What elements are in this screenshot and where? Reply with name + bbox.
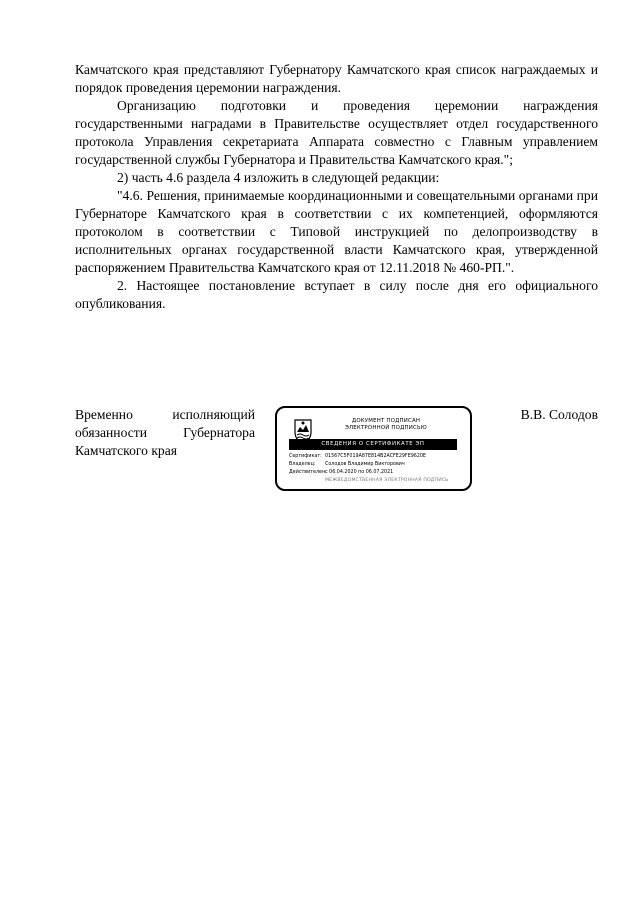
stamp-row-label: Владелец:	[289, 461, 316, 467]
stamp-row-value: с 06.04.2020 по 06.07.2021	[325, 469, 394, 475]
paragraph: Организацию подготовки и проведения церемонии награждения государственными наградами в Правительстве осуществляет отдел государственного протокола Управления секретариата Аппарата совместно с Главным управлением государственной службы Губернатора и Правительства Камчатского края.";	[75, 98, 598, 167]
paragraph: "4.6. Решения, принимаемые координационными и совещательными органами при Губернаторе Камчатского края в соответствии с их компетенцией, оформляются протоколом в соответствии с Типовой инструкцией по делопроизводству в исполнительных органах государственной власти Камчатского края, утвержденной распоряжением Правительства Камчатского края от 12.11.2018 № 460-РП.".	[75, 188, 598, 275]
stamp-row-label: Действителен:	[289, 469, 327, 475]
stamp-row-value: Солодов Владимир Викторович	[325, 461, 405, 467]
stamp-header-line: ЭЛЕКТРОННОЙ ПОДПИСЬЮ	[345, 425, 427, 431]
signer-position-word: исполняющий	[172, 407, 255, 422]
stamp-row-label: Сертификат:	[289, 454, 322, 459]
signer-name: В.В. Солодов	[520, 407, 598, 422]
signer-position-line	[75, 424, 255, 442]
stamp-footer: МЕЖВЕДОМСТВЕННАЯ ЭЛЕКТРОННАЯ ПОДПИСЬ	[325, 478, 449, 483]
stamp-certificate-bar: СВЕДЕНИЯ О СЕРТИФИКАТЕ ЭП	[289, 439, 457, 450]
stamp-row	[289, 461, 459, 469]
stamp-header-line: ДОКУМЕНТ ПОДПИСАН	[351, 418, 421, 424]
electronic-signature-stamp	[275, 406, 472, 491]
stamp-row	[289, 469, 459, 477]
document-body	[75, 61, 598, 313]
signer-position-line	[75, 406, 255, 424]
signer-position-line: Камчатского края	[75, 443, 178, 458]
stamp-row	[289, 453, 459, 461]
paragraph: 2) часть 4.6 раздела 4 изложить в следующей редакции:	[117, 170, 440, 185]
stamp-header	[321, 418, 451, 432]
signer-position-word: обязанности	[75, 425, 147, 440]
signer-position-word: Временно	[75, 407, 133, 422]
paragraph: 2. Настоящее постановление вступает в силу после дня его официального опубликования.	[75, 278, 598, 311]
signer-position-word: Губернатора	[183, 425, 255, 440]
paragraph: Камчатского края представляют Губернатору Камчатского края список награждаемых и порядок проведения церемонии награждения.	[75, 62, 598, 95]
stamp-row-value: 01567C5F019A87E814B2ACFE29FE9620E	[325, 454, 426, 459]
signer-position	[75, 406, 255, 460]
stamp-details	[289, 453, 459, 476]
